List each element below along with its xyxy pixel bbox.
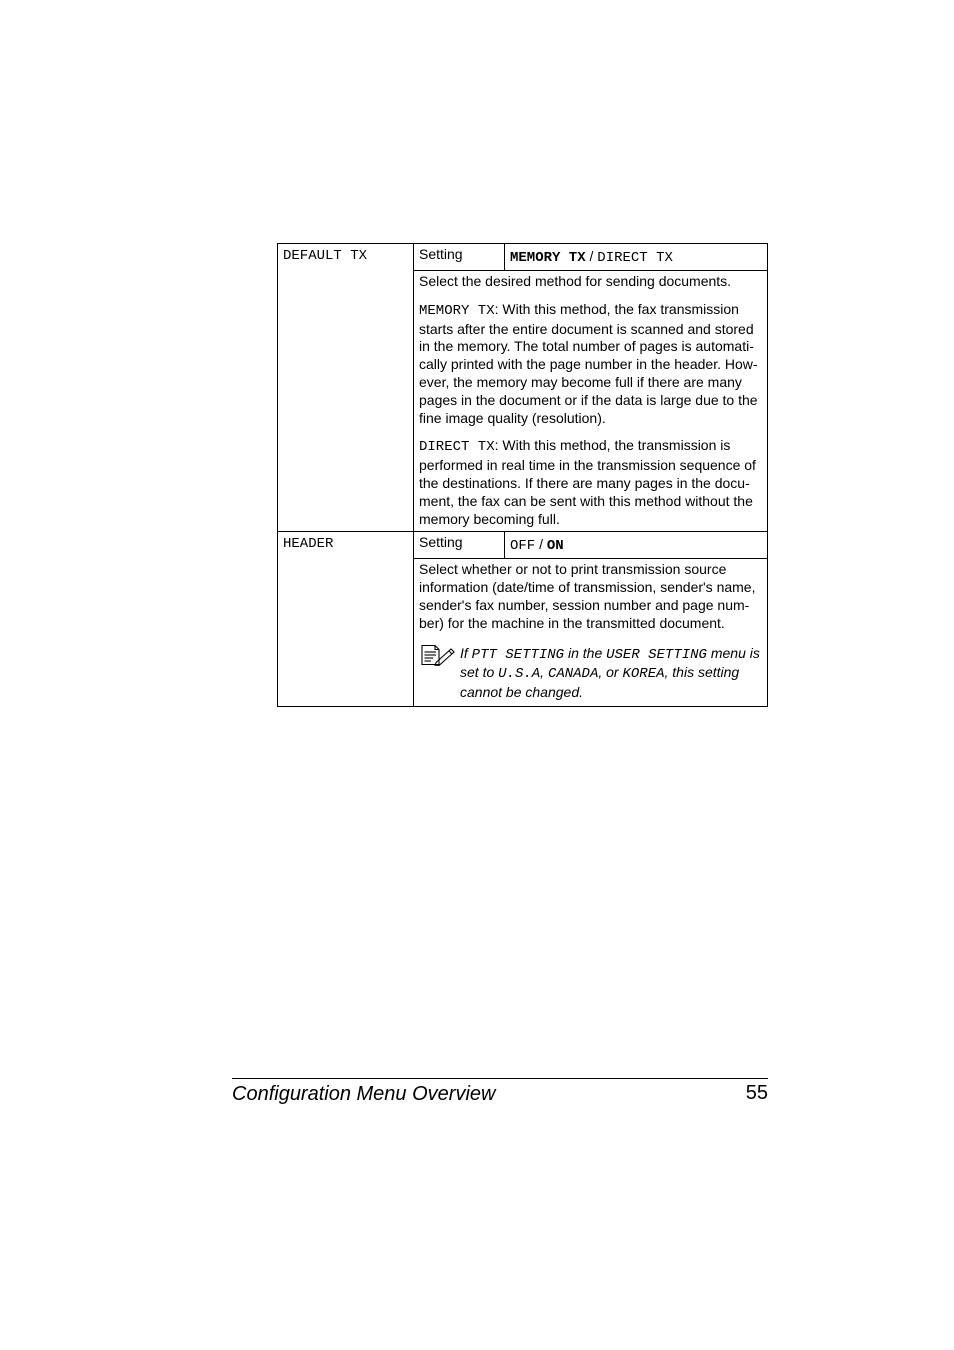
setting-name-header: HEADER (278, 532, 414, 707)
table-row (278, 532, 768, 559)
setting-label: Setting (414, 532, 505, 559)
default-option: MEMORY TX (510, 250, 586, 266)
page-footer (232, 1078, 768, 1109)
value-separator: / (535, 536, 547, 553)
note-pencil-icon (420, 644, 456, 666)
note: If PTT SETTING in the USER SETTING menu is set to U.S.A, CANADA, or KOREA, this setting cannot be changed. (419, 645, 767, 702)
alternate-option: DIRECT TX (597, 250, 673, 266)
term-memory-tx: MEMORY TX (419, 302, 495, 319)
direct-tx-text: : With this method, the transmission is performed in real time in the transmission sequence of the destinations. If there are many pages in the docu-ment, the fax can be sent with this method without the memory becoming full. (419, 437, 756, 527)
description-memory-tx (419, 301, 767, 428)
table-row (278, 244, 768, 271)
term-direct-tx: DIRECT TX (419, 439, 495, 456)
description-header-text: Select whether or not to print transmission source information (date/time of transmission, sender's name, sender's fax number, session number and page num-ber) for the machine in the transmitted document. (419, 561, 756, 631)
memory-tx-text: : With this method, the fax transmission starts after the entire document is scanned and stored in the memory. The total number of pages is automati-cally printed with the page number in the header. How-ever, the memory may become full if there are many pages in the document or if the data is large due to the fine image quality (resolution). (419, 300, 758, 426)
alternate-option: OFF (510, 538, 536, 555)
setting-label: Setting (414, 244, 505, 271)
default-option: ON (546, 538, 564, 555)
description-default-tx (414, 271, 768, 532)
description-header (414, 559, 768, 707)
description-direct-tx (419, 437, 767, 528)
setting-values-default-tx (505, 244, 768, 271)
setting-name-default-tx: DEFAULT TX (278, 244, 414, 532)
settings-table (277, 243, 768, 707)
value-separator: / (585, 248, 598, 264)
footer-title: Configuration Menu Overview (232, 1083, 496, 1105)
description-intro: Select the desired method for sending documents. (419, 273, 732, 289)
setting-values-header (505, 532, 768, 559)
page-number: 55 (745, 1082, 768, 1104)
